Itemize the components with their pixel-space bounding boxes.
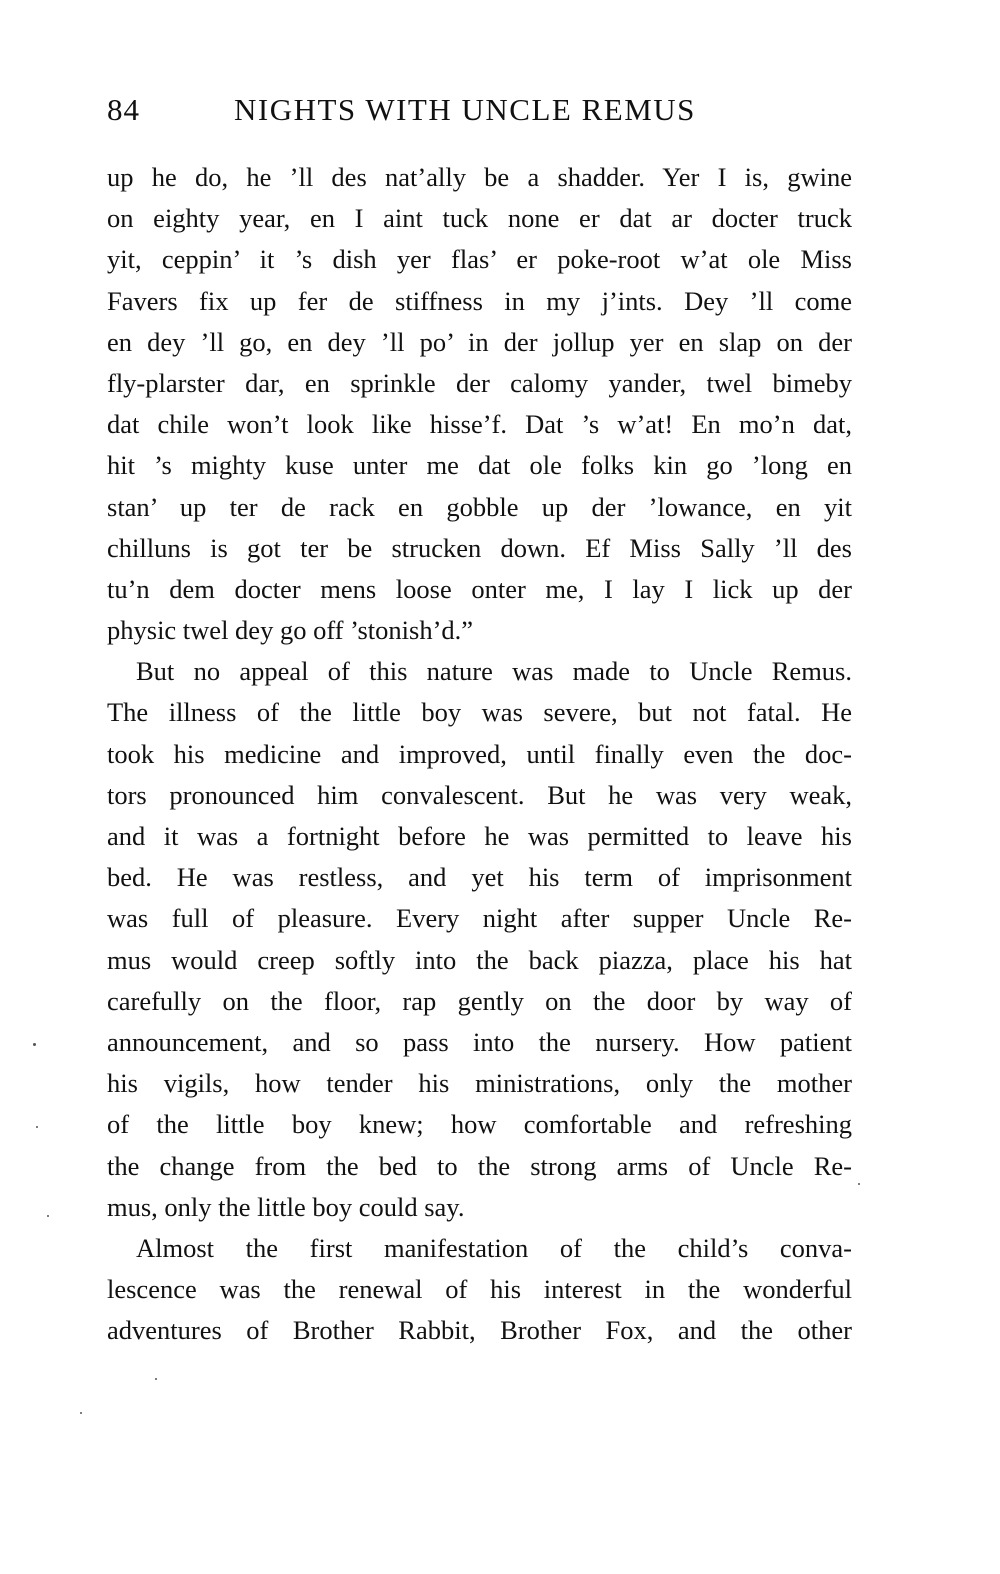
text-line: tu’n dem docter mens loose onter me, I lay I lick up der [107,573,852,604]
text-line: bed. He was restless, and yet his term of imprisonment [107,862,852,893]
text-line: yit, ceppin’ it ’s dish yer flas’ er poke-root w’at ole Miss [107,244,852,275]
text-line: tors pronounced him convalescent. But he was very weak, [107,779,852,810]
text-line: on eighty year, en I aint tuck none er dat ar docter truck [107,203,852,234]
text-line: took his medicine and improved, until finally even the doc- [107,738,852,769]
scan-speck [155,1378,157,1380]
paragraph-first-line: But no appeal of this nature was made to Uncle Remus. [136,656,852,687]
text-line: announcement, and so pass into the nursery. How patient [107,1026,852,1057]
text-line: up he do, he ’ll des nat’ally be a shadder. Yer I is, gwine [107,162,852,192]
text-line: his vigils, how tender his ministrations, only the mother [107,1068,852,1099]
text-line: mus would creep softly into the back piazza, place his hat [107,944,852,975]
paragraph-first-line: Almost the first manifestation of the child’s conva- [136,1232,852,1263]
text-line: mus, only the little boy could say. [107,1191,465,1222]
text-line: The illness of the little boy was severe, but not fatal. He [107,697,852,728]
scan-speck [33,1043,36,1046]
text-line: hit ’s mighty kuse unter me dat ole folks kin go ’long en [107,450,852,481]
text-line: and it was a fortnight before he was permitted to leave his [107,821,852,851]
text-line: fly-plarster dar, en sprinkle der calomy yander, twel bimeby [107,367,852,398]
text-line: lescence was the renewal of his interest in the wonderful [107,1274,852,1305]
text-line: the change from the bed to the strong arms of Uncle Re- [107,1150,852,1181]
running-head: NIGHTS WITH UNCLE REMUS [234,92,696,127]
scan-speck [858,1183,860,1185]
scan-speck [80,1412,82,1414]
text-line: chilluns is got ter be strucken down. Ef Miss Sally ’ll des [107,532,852,563]
text-line: of the little boy knew; how comfortable and refreshing [107,1109,852,1140]
text-line: physic twel dey go off ’stonish’d.” [107,615,474,646]
text-line: adventures of Brother Rabbit, Brother Fox, and the other [107,1315,852,1346]
scan-speck [36,1126,38,1128]
text-line: stan’ up ter de rack en gobble up der ’lowance, en yit [107,491,852,522]
scan-speck [47,1215,49,1217]
text-line: dat chile won’t look like hisse’f. Dat ’s w’at! En mo’n dat, [107,409,852,440]
page-header [107,92,857,136]
text-line: en dey ’ll go, en dey ’ll po’ in der jollup yer en slap on der [107,326,852,357]
body-text [107,157,852,1351]
text-line: carefully on the floor, rap gently on the door by way of [107,985,852,1016]
text-line: Favers fix up fer de stiffness in my j’ints. Dey ’ll come [107,285,852,316]
text-line: was full of pleasure. Every night after supper Uncle Re- [107,903,852,934]
page-number: 84 [107,92,140,127]
